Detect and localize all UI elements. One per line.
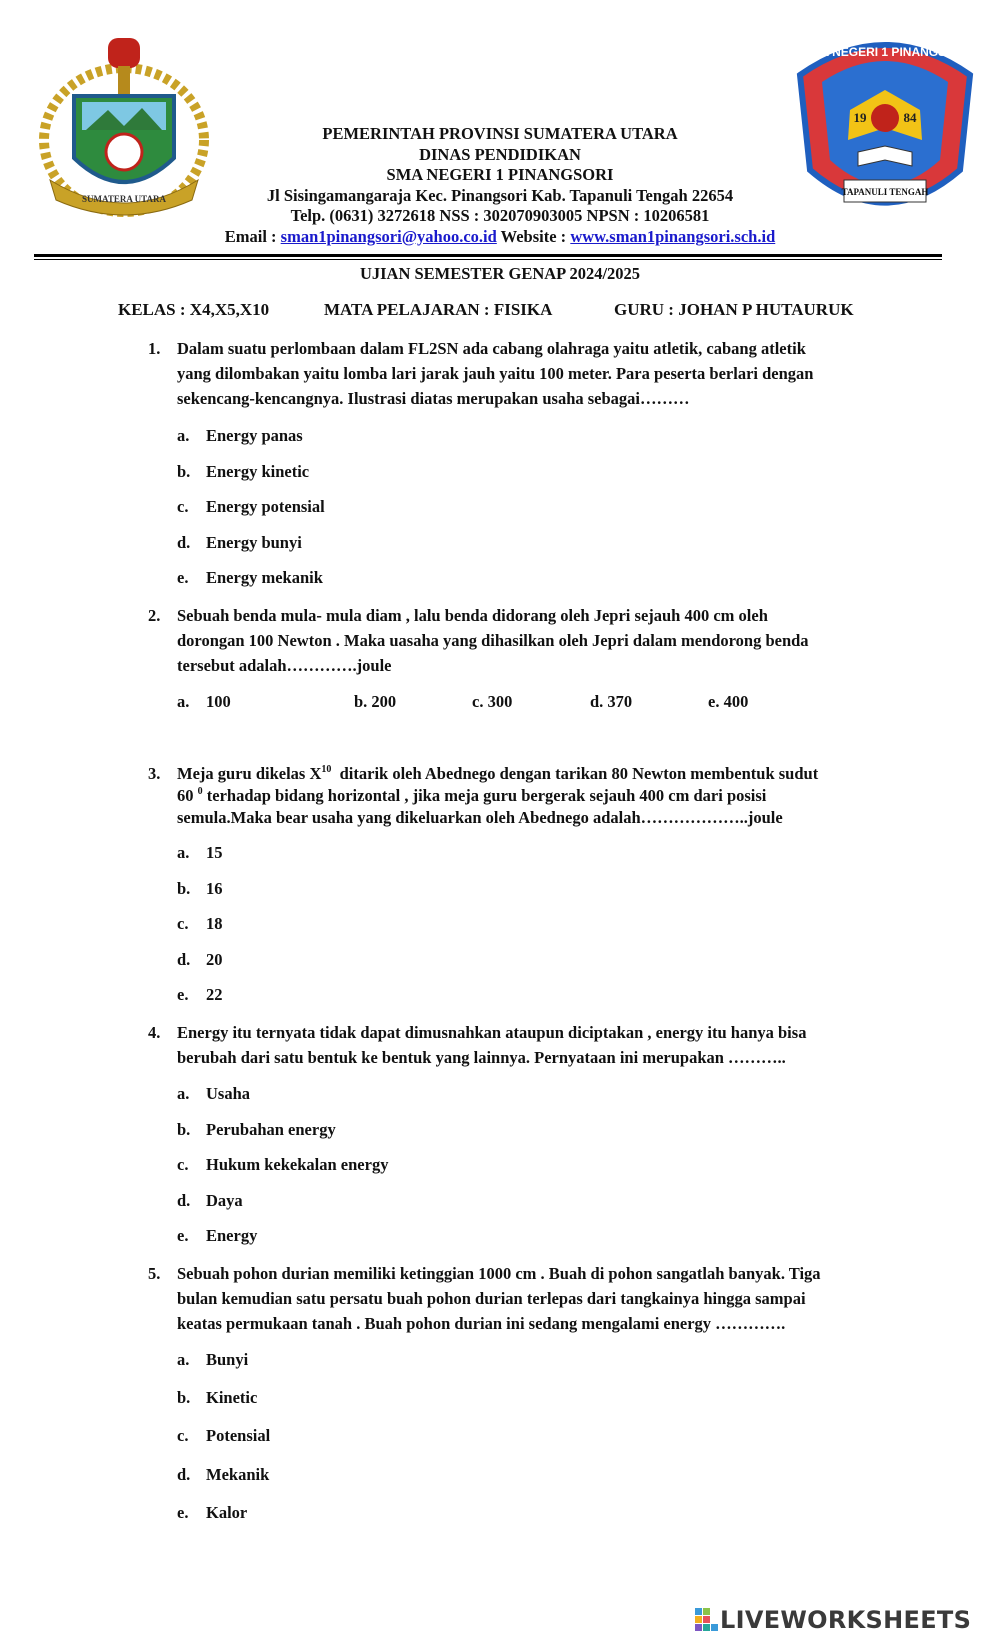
option-text: Energy potensial — [206, 497, 325, 516]
answer-option[interactable] — [177, 843, 223, 863]
answer-option[interactable] — [177, 1350, 248, 1370]
answer-option[interactable] — [177, 1465, 269, 1485]
class-info: KELAS : X4,X5,X10 — [118, 300, 270, 319]
question-line-part: Meja guru dikelas X — [177, 764, 322, 783]
letterhead-phone: Telp. (0631) 3272618 NSS : 302070903005 NPSN : 10206581 — [290, 206, 710, 225]
option-letter: d. — [177, 950, 191, 969]
answer-option[interactable]: d. 370 — [590, 692, 633, 711]
website-label: Website : — [500, 226, 567, 246]
question-line: Sebuah pohon durian memiliki ketinggian 1000 cm . Buah di pohon sangatlah banyak. Tiga — [177, 1264, 821, 1283]
question-line: bulan kemudian satu persatu buah pohon durian terlepas dari tangkainya hingga sampai — [177, 1289, 806, 1308]
option-letter: c. — [177, 1426, 189, 1445]
school-logo-year-right: 84 — [903, 110, 917, 125]
question-line: Sebuah benda mula- mula diam , lalu benda didorang oleh Jepri sejauh 400 cm oleh — [177, 606, 768, 625]
letterhead-department: DINAS PENDIDIKAN — [419, 144, 581, 164]
question-line-part: 60 — [177, 786, 198, 805]
question-line: yang dilombakan yaitu lomba lari jarak jauh yaitu 100 meter. Para peserta berlari dengan — [177, 364, 814, 383]
option-text: Potensial — [206, 1426, 271, 1445]
option-letter: a. — [177, 426, 190, 445]
option-text: 16 — [206, 879, 223, 898]
option-letter: c. — [177, 914, 189, 933]
option-letter: a. — [177, 1350, 190, 1369]
letterhead — [180, 124, 820, 247]
answer-option[interactable] — [177, 497, 325, 517]
question-5 — [148, 1261, 888, 1336]
option-letter: a. — [177, 843, 190, 862]
answer-option[interactable] — [177, 1226, 257, 1246]
school-logo-year-left: 19 — [853, 110, 867, 125]
option-text: 15 — [206, 843, 223, 862]
question-line: Energy itu ternyata tidak dapat dimusnahkan ataupun diciptakan , energy itu hanya bisa — [177, 1023, 807, 1042]
letterhead-address: Jl Sisingamangaraja Kec. Pinangsori Kab. Tapanuli Tengah 22654 — [266, 185, 734, 205]
letterhead-government: PEMERINTAH PROVINSI SUMATERA UTARA — [322, 124, 678, 143]
option-text: Kalor — [206, 1503, 248, 1522]
school-logo-banner: TAPANULI TENGAH — [841, 187, 929, 197]
question-line: semula.Maka bear usaha yang dikeluarkan oleh Abednego adalah………………..joule — [177, 808, 783, 827]
option-text: Bunyi — [206, 1350, 249, 1369]
option-letter: e. — [177, 985, 189, 1004]
option-text: Energy kinetic — [206, 462, 310, 481]
superscript: 10 — [321, 764, 332, 775]
email-label: Email : — [224, 226, 277, 246]
question-line-part: terhadap bidang horizontal , jika meja guru bergerak sejauh 400 cm dari posisi — [202, 786, 767, 805]
email-link[interactable]: sman1pinangsori@yahoo.co.id — [280, 226, 497, 246]
question-line: keatas permukaan tanah . Buah pohon durian ini sedang mengalami energy …………. — [177, 1314, 786, 1333]
question-number: 1. — [148, 339, 161, 358]
option-text: Mekanik — [206, 1465, 270, 1484]
question-2 — [148, 603, 888, 678]
question-line: dorongan 100 Newton . Maka uasaha yang dihasilkan oleh Jepri dalam mendorong benda — [177, 631, 809, 650]
liveworksheets-logo-icon — [694, 1607, 720, 1633]
letterhead-contact — [180, 227, 820, 248]
letterhead-school-name: SMA NEGERI 1 PINANGSORI — [386, 165, 614, 184]
option-text: Hukum kekekalan energy — [206, 1155, 389, 1174]
option-text: 22 — [206, 985, 223, 1004]
question-text — [177, 336, 888, 411]
question-line: Dalam suatu perlombaan dalam FL2SN ada cabang olahraga yaitu atletik, cabang atletik — [177, 339, 806, 358]
school-logo-arc-text: SMA NEGERI 1 PINANGSORI — [802, 45, 968, 59]
option-letter: c. — [177, 1155, 189, 1174]
option-letter: b. — [177, 1120, 191, 1139]
answer-option[interactable] — [177, 462, 309, 482]
option-letter: b. — [177, 879, 191, 898]
option-letter: b. — [177, 462, 191, 481]
option-text: Energy panas — [206, 426, 303, 445]
option-text: Usaha — [206, 1084, 251, 1103]
question-number: 4. — [148, 1023, 161, 1042]
option-text: 20 — [206, 950, 223, 969]
option-text: Energy bunyi — [206, 533, 302, 552]
option-text: Energy mekanik — [206, 568, 323, 587]
question-1 — [148, 336, 888, 411]
answer-option[interactable]: b. 200 — [354, 692, 397, 711]
option-text: 18 — [206, 914, 223, 933]
question-3 — [148, 763, 888, 829]
question-line: berubah dari satu bentuk ke bentuk yang lainnya. Pernyataan ini merupakan ……….. — [177, 1048, 786, 1067]
option-text: Kinetic — [206, 1388, 258, 1407]
answer-option[interactable] — [177, 1388, 257, 1408]
option-text: Energy — [206, 1226, 258, 1245]
answer-option[interactable]: e. 400 — [708, 692, 749, 711]
question-text — [177, 763, 888, 829]
teacher-info: GURU : JOHAN P HUTAURUK — [614, 300, 854, 319]
option-text: 100 — [206, 692, 231, 711]
option-letter: a. — [177, 1084, 190, 1103]
option-letter: e. — [177, 568, 189, 587]
question-number: 2. — [148, 606, 161, 625]
question-number: 3. — [148, 764, 161, 783]
answer-option[interactable] — [177, 1426, 270, 1446]
answer-option[interactable] — [177, 914, 223, 934]
exam-title: UJIAN SEMESTER GENAP 2024/2025 — [359, 264, 641, 283]
letterhead-divider-thick — [34, 254, 942, 257]
question-line: tersebut adalah………….joule — [177, 656, 392, 675]
question-line — [177, 785, 888, 807]
answer-option[interactable] — [177, 1155, 388, 1175]
subject-info: MATA PELAJARAN : FISIKA — [324, 300, 553, 319]
question-number: 5. — [148, 1264, 161, 1283]
answer-option[interactable] — [177, 1191, 243, 1211]
watermark-text: LIVEWORKSHEETS — [720, 1606, 972, 1634]
answer-option[interactable] — [177, 692, 231, 712]
question-text — [177, 1020, 888, 1070]
option-letter: e. — [177, 1503, 189, 1522]
emblem-ribbon-text: SUMATERA UTARA — [82, 194, 166, 204]
option-text: Perubahan energy — [206, 1120, 336, 1139]
option-text: Daya — [206, 1191, 243, 1210]
superscript: 0 — [197, 786, 203, 797]
answer-option[interactable] — [177, 985, 223, 1005]
option-letter: b. — [177, 1388, 191, 1407]
answer-option[interactable] — [177, 1120, 336, 1140]
question-line-part: ditarik oleh Abednego dengan tarikan 80 Newton membentuk sudut — [331, 764, 819, 783]
question-line — [177, 763, 888, 785]
answer-option[interactable] — [177, 950, 223, 970]
answer-option[interactable] — [177, 426, 303, 446]
answer-option[interactable] — [177, 533, 302, 553]
option-letter: d. — [177, 1191, 191, 1210]
answer-option[interactable]: c. 300 — [472, 692, 513, 711]
question-text — [177, 1261, 888, 1336]
option-letter: a. — [177, 692, 190, 711]
option-letter: e. — [177, 1226, 189, 1245]
option-letter: d. — [177, 1465, 191, 1484]
question-line: sekencang-kencangnya. Ilustrasi diatas merupakan usaha sebagai……… — [177, 389, 690, 408]
option-letter: d. — [177, 533, 191, 552]
letterhead-divider-thin — [34, 259, 942, 260]
answer-option[interactable] — [177, 879, 223, 899]
answer-option[interactable] — [177, 1503, 247, 1523]
question-4 — [148, 1020, 888, 1070]
answer-option[interactable] — [177, 1084, 250, 1104]
option-letter: c. — [177, 497, 189, 516]
question-text — [177, 603, 888, 678]
answer-option[interactable] — [177, 568, 323, 588]
liveworksheets-watermark — [694, 1606, 971, 1634]
website-link[interactable]: www.sman1pinangsori.sch.id — [570, 226, 776, 246]
